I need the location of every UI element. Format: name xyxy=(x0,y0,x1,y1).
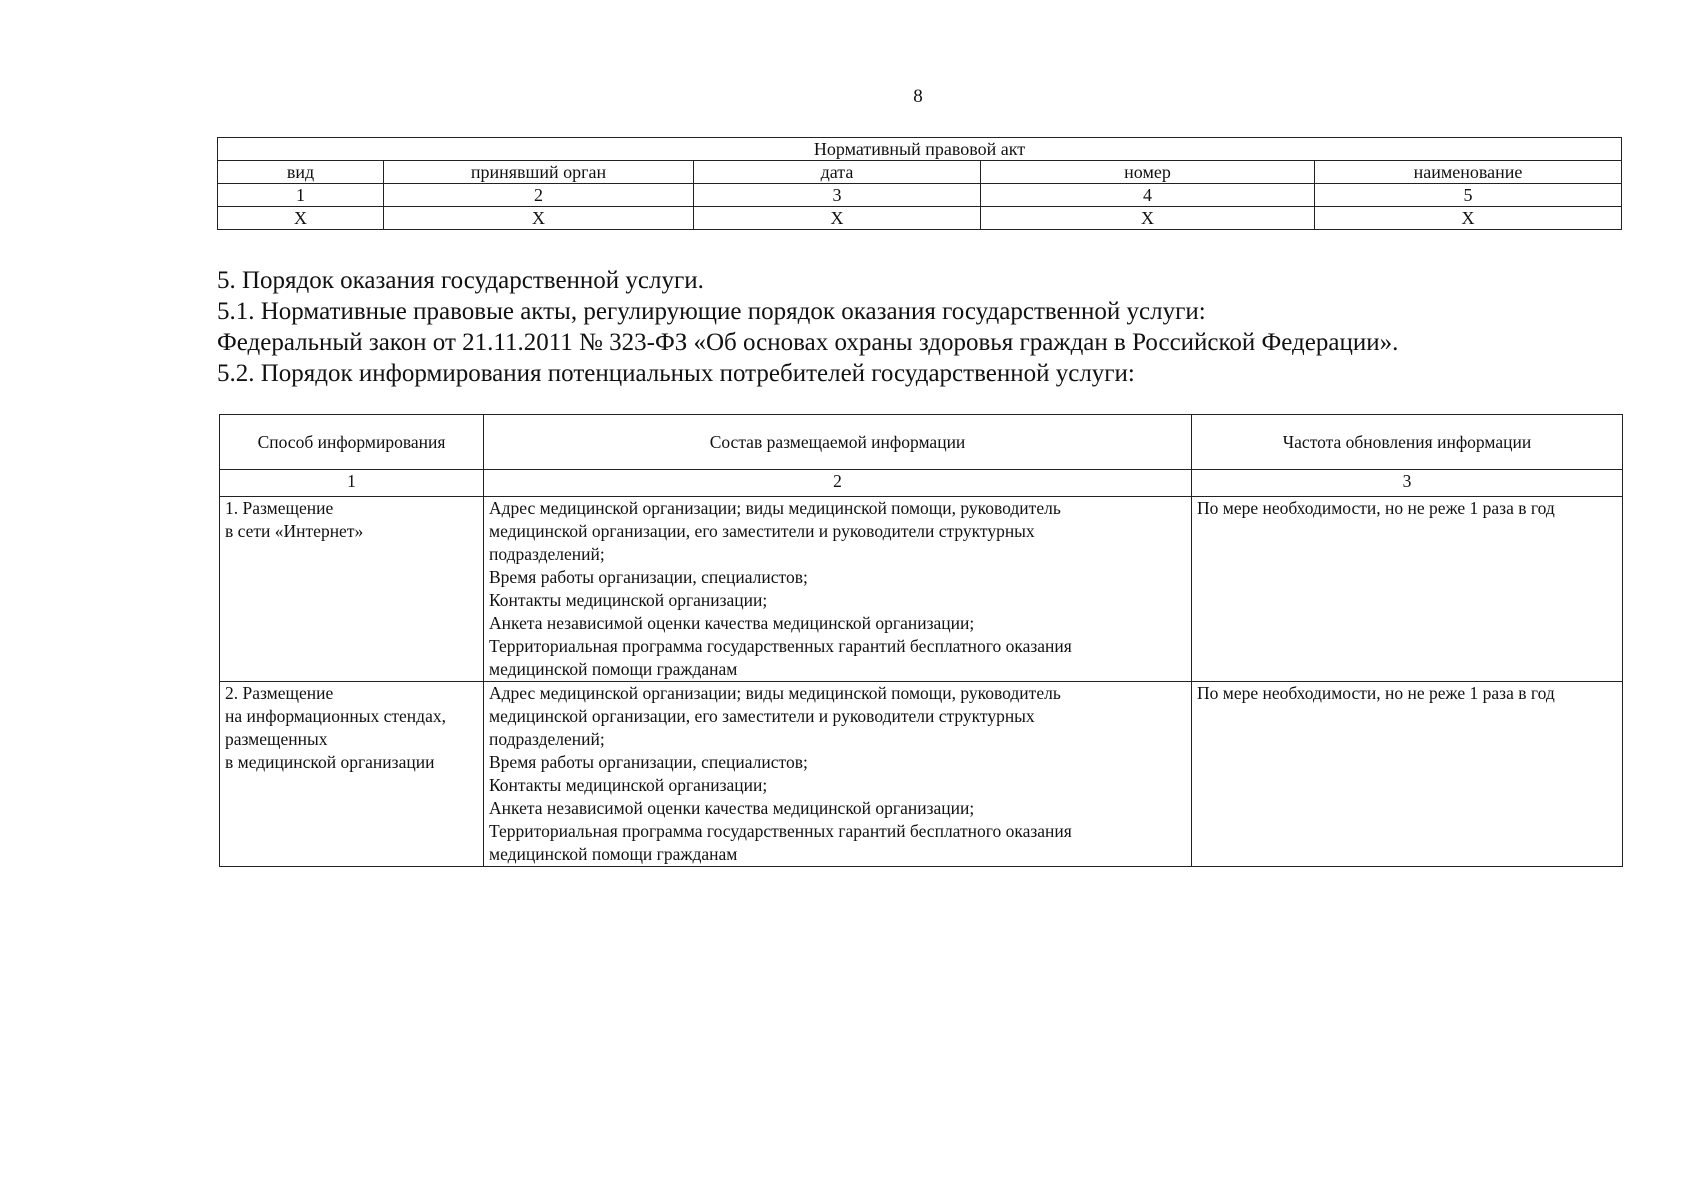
section-heading: 5. Порядок оказания государственной услуги. xyxy=(217,267,704,294)
content-line: подразделений; xyxy=(489,729,605,749)
table-row xyxy=(220,497,1623,682)
column-header-method: Способ информирования xyxy=(220,415,484,470)
content-line: Территориальная программа государственных гарантий бесплатного оказания xyxy=(489,821,1072,841)
table-cell: Х xyxy=(1315,207,1622,230)
content-line: Время работы организации, специалистов; xyxy=(489,752,808,772)
method-cell xyxy=(220,497,484,682)
table-cell: Х xyxy=(694,207,981,230)
content-cell xyxy=(484,682,1192,867)
content-line: Территориальная программа государственных гарантий бесплатного оказания xyxy=(489,636,1072,656)
method-line: в сети «Интернет» xyxy=(225,521,364,541)
table-row xyxy=(218,207,1622,230)
content-line: Адрес медицинской организации; виды медицинской помощи, руководитель xyxy=(489,498,1061,518)
method-line: 2. Размещение xyxy=(225,683,334,703)
column-header-authority: принявший орган xyxy=(384,161,694,184)
content-cell xyxy=(484,497,1192,682)
column-number: 1 xyxy=(218,184,384,207)
informing-table xyxy=(219,414,1623,867)
column-number: 4 xyxy=(981,184,1315,207)
method-line: на информационных стендах, xyxy=(225,706,446,726)
content-line: подразделений; xyxy=(489,544,605,564)
column-number: 2 xyxy=(384,184,694,207)
table-cell: Х xyxy=(981,207,1315,230)
law-reference: Федеральный закон от 21.11.2011 № 323-ФЗ «Об основах охраны здоровья граждан в Российской Федерации». xyxy=(217,329,1399,356)
content-line: Контакты медицинской организации; xyxy=(489,775,768,795)
method-line: размещенных xyxy=(225,729,328,749)
column-number: 3 xyxy=(1192,470,1623,497)
method-line: 1. Размещение xyxy=(225,498,334,518)
content-line: Адрес медицинской организации; виды медицинской помощи, руководитель xyxy=(489,683,1061,703)
method-line: в медицинской организации xyxy=(225,752,435,772)
table-cell: Х xyxy=(218,207,384,230)
column-header-type: вид xyxy=(218,161,384,184)
column-header-content: Состав размещаемой информации xyxy=(484,415,1192,470)
normative-act-header-row xyxy=(218,161,1622,184)
content-line: Контакты медицинской организации; xyxy=(489,590,768,610)
normative-act-title: Нормативный правовой акт xyxy=(218,138,1622,161)
column-header-frequency: Частота обновления информации xyxy=(1192,415,1623,470)
subsection-5-1: 5.1. Нормативные правовые акты, регулирующие порядок оказания государственной услуги: xyxy=(217,298,1206,325)
method-cell xyxy=(220,682,484,867)
column-number: 5 xyxy=(1315,184,1622,207)
informing-header-row xyxy=(220,415,1623,470)
content-line: медицинской организации, его заместители и руководители структурных xyxy=(489,521,1035,541)
column-header-number: номер xyxy=(981,161,1315,184)
column-number: 3 xyxy=(694,184,981,207)
content-line: медицинской помощи гражданам xyxy=(489,844,738,864)
content-line: Анкета независимой оценки качества медицинской организации; xyxy=(489,798,975,818)
normative-act-number-row xyxy=(218,184,1622,207)
column-number: 2 xyxy=(484,470,1192,497)
content-line: Время работы организации, специалистов; xyxy=(489,567,808,587)
subsection-5-2: 5.2. Порядок информирования потенциальных потребителей государственной услуги: xyxy=(217,360,1135,387)
table-row xyxy=(220,682,1623,867)
page-number: 8 xyxy=(913,86,923,107)
column-number: 1 xyxy=(220,470,484,497)
frequency-text: По мере необходимости, но не реже 1 раза в год xyxy=(1197,498,1555,518)
column-header-name: наименование xyxy=(1315,161,1622,184)
frequency-text: По мере необходимости, но не реже 1 раза в год xyxy=(1197,683,1555,703)
content-line: медицинской организации, его заместители и руководители структурных xyxy=(489,706,1035,726)
informing-number-row xyxy=(220,470,1623,497)
frequency-cell xyxy=(1192,497,1623,682)
column-header-date: дата xyxy=(694,161,981,184)
normative-act-table xyxy=(217,137,1622,230)
table-cell: Х xyxy=(384,207,694,230)
content-line: Анкета независимой оценки качества медицинской организации; xyxy=(489,613,975,633)
frequency-cell xyxy=(1192,682,1623,867)
content-line: медицинской помощи гражданам xyxy=(489,659,738,679)
